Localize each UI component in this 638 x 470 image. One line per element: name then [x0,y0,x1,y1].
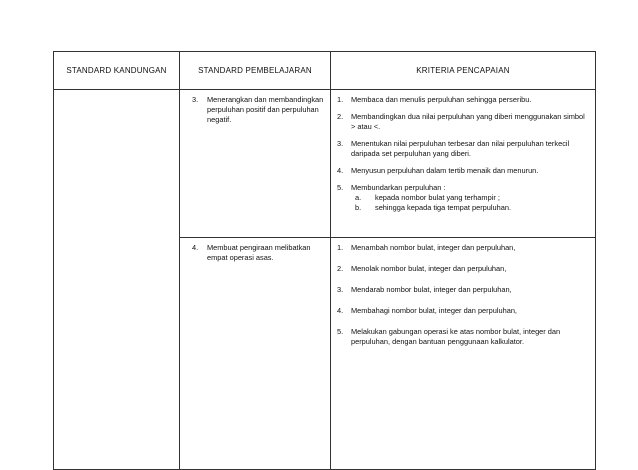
standard-kandungan-cell [54,90,180,470]
list-item [337,306,591,316]
curriculum-table [53,51,596,470]
item-text: Membahagi nombor bulat, integer dan perpuluhan, [351,306,517,315]
list-item [337,243,591,253]
list-item [337,139,591,159]
list-item [337,112,591,132]
item-number: 3. [337,139,344,148]
standard-pembelajaran-cell [180,238,331,470]
sub-item [355,193,591,203]
item-text: Membandingkan dua nilai perpuluhan yang diberi menggunakan simbol > atau <. [351,112,585,131]
item-text: Membundarkan perpuluhan : [351,183,446,192]
header-standard-kandungan: STANDARD KANDUNGAN [54,52,180,90]
item-number: 5. [337,327,344,336]
sub-item-letter: b. [355,203,362,212]
header-row [54,52,596,90]
sub-item [355,203,591,213]
list-item [337,327,591,347]
item-number: 5. [337,183,344,192]
item-number: 4. [337,306,344,315]
sub-item-letter: a. [355,193,362,202]
sub-item-text: kepada nombor bulat yang terhampir ; [375,193,500,202]
standard-number: 3. [192,95,199,104]
list-item [337,95,591,105]
kriteria-cell [331,238,596,470]
list-item [337,183,591,193]
table-row [54,90,596,238]
item-text: Menambah nombor bulat, integer dan perpuluhan, [351,243,516,252]
standard-text: Menerangkan dan membandingkan perpuluhan positif dan perpuluhan negatif. [207,95,324,124]
list-item [337,166,591,176]
item-number: 1. [337,95,344,104]
item-text: Menolak nombor bulat, integer dan perpuluhan, [351,264,507,273]
standard-pembelajaran-cell [180,90,331,238]
standard-number: 4. [192,243,199,252]
item-text: Menentukan nilai perpuluhan terbesar dan nilai perpuluhan terkecil daripada set perpuluhan yang diberi. [351,139,570,158]
list-item [337,285,591,295]
header-kriteria-pencapaian: KRITERIA PENCAPAIAN [331,52,596,90]
sub-item-text: sehingga kepada tiga tempat perpuluhan. [375,203,512,212]
item-text: Menyusun perpuluhan dalam tertib menaik dan menurun. [351,166,539,175]
list-item [337,264,591,274]
item-text: Membaca dan menulis perpuluhan sehingga perseribu. [351,95,532,104]
item-number: 2. [337,264,344,273]
item-number: 3. [337,285,344,294]
standard-text: Membuat pengiraan melibatkan empat operasi asas. [207,243,311,262]
kriteria-cell [331,90,596,238]
header-standard-pembelajaran: STANDARD PEMBELAJARAN [180,52,331,90]
item-text: Mendarab nombor bulat, integer dan perpuluhan, [351,285,512,294]
item-number: 2. [337,112,344,121]
item-number: 4. [337,166,344,175]
item-text: Melakukan gabungan operasi ke atas nombor bulat, integer dan perpuluhan, dengan bantuan penggunaan kalkulator. [351,327,561,346]
item-number: 1. [337,243,344,252]
